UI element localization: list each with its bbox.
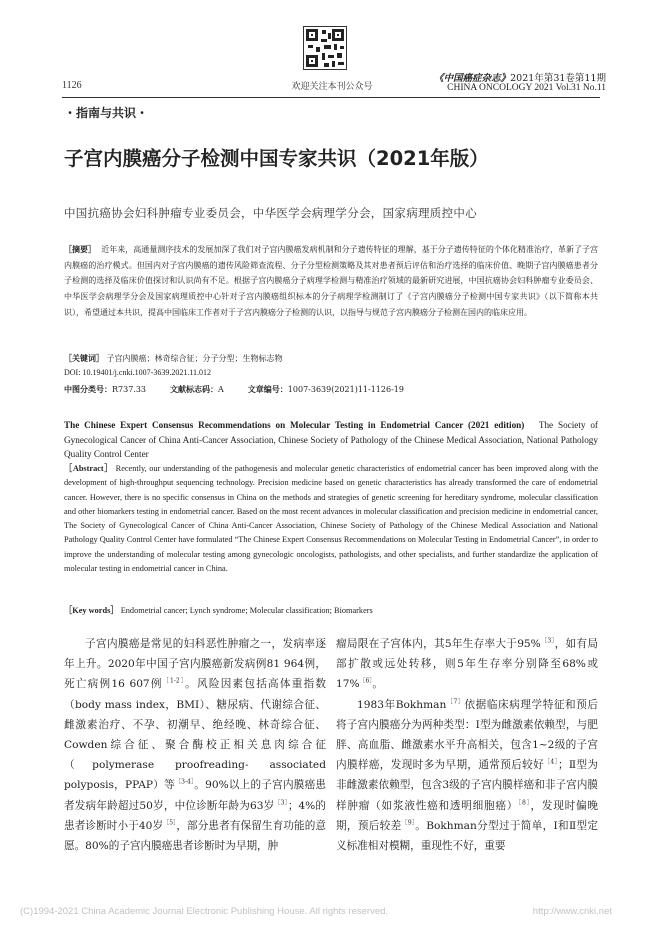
abstract-cn-text: 近年来，高通量测序技术的发展加深了我们对子宫内膜癌发病机制和分子遗传特征的理解，基于分子遗传特征的个体化精准治疗，革新了子宫内膜癌的治疗模式。但国内对子宫内膜癌的遗传风险筛查流程、分子分型检测策略及其对患者预后评估和治疗选择的临床价值、晚期子宫内膜癌患者分子检测的选择及临床价值探讨和认识尚有不足。根据子宫内膜癌分子病理学检测与精准治疗领域的最新研究进展，中国抗癌协会妇科肿瘤专业委员会、中华医学会病理学分会及国家病理质控中心针对子宫内膜癌组织标本的分子病理学检测制订了《子宫内膜癌分子检测中国专家共识》（以下简称本共识），希望通过本共识，提高中国临床工作者对于子宫内膜癌分子检测的认识，以指导与规范子宫内膜癌分子检测在国内的临床应用。	[64, 245, 599, 317]
body-text: ，发现时偏晚期，预后较差	[336, 799, 599, 832]
citation-ref: ［6］	[359, 677, 373, 685]
article-number-value: 1007-3639(2021)11-1126-19	[287, 385, 404, 394]
citation-ref: ［8］	[518, 799, 531, 807]
abstract-cn-label: ［摘要］	[64, 244, 97, 254]
body-text: 瘤局限在子宫体内，其5年生存率大于95%	[336, 638, 541, 650]
clc-value: R737.33	[112, 385, 147, 394]
abstract-en-text: Recently, our understanding of the pathogenesis and molecular genetic characteristics of endometrial cancer has been improved along with the development of high-throughput sequencing technology. Precision medicine based on genetic characteristics has already transformed the care of endometrial cancer. However, there is no specific consensus in China on the methods and strategies of genetic screening for hereditary syndrome, molecular classification and other biomarkers testing in endometrial cancer. Based on the most recent advances in molecular classification and precision medicine in endometrial cancer, The Society of Gynecological Cancer of China Anti-Cancer Association, Chinese Society of Pathology of the Chinese Medical Association and National Pathology Quality Control Center have formulated “The Chinese Expert Consensus Recommendations on Molecular Testing in Endometrial Cancer”, in order to improve the understanding of molecular testing among gynecologic oncologists, pathologists, and other specialists, and further standardize the application of molecular testing in endometrial cancer in China.	[64, 464, 599, 574]
citation-ref: ［1-2］	[162, 677, 186, 685]
body-text: 。	[372, 678, 383, 691]
citation-ref: ［3］	[540, 637, 555, 645]
abstract-en	[64, 462, 598, 576]
qr-code	[303, 26, 347, 70]
body-paragraph	[336, 695, 598, 857]
body-column-left	[64, 634, 326, 856]
citation-ref: ［4］	[544, 758, 558, 766]
citation-ref: ［5］	[163, 819, 177, 827]
body-paragraph	[336, 634, 598, 695]
footer	[20, 906, 642, 917]
citation-ref: ［9］	[401, 819, 416, 827]
keywords-en-label: ［Key words］	[64, 606, 119, 615]
body-text: 子宫内膜癌是常见的妇科恶性肿瘤之一，发病率逐年上升。2020年中国子宫内膜癌新发病例81 964例，死亡病例16 607例	[64, 638, 326, 691]
journal-citation-en: CHINA ONCOLOGY 2021 Vol.31 No.11	[447, 83, 606, 93]
body-text: ，如有局部扩散或远处转移，则5年生存率分别降至68%或17%	[336, 638, 598, 691]
english-title-block	[64, 418, 598, 462]
body-text: ，部分患者有保留生育功能的意愿。80%的子宫内膜癌患者诊断时为早期，肿	[64, 819, 327, 853]
citation-ref: ［3］	[274, 799, 288, 807]
journal-name-cn: 《中国癌症杂志》	[434, 73, 511, 84]
body-text: 1983年Bokhman	[357, 698, 447, 711]
body-text: 。风险因素包括高体重指数（body mass index，BMI）、糖尿病、代谢综合征、雌激素治疗、不孕、初潮早、绝经晚、林奇综合征、Cowden综合征、聚合酶校正相关息肉综合征（polymerase proofreading- associated polyposis，PPAP）等	[64, 678, 326, 792]
page-number: 1126	[62, 80, 82, 91]
citation-ref: ［3-4］	[174, 778, 195, 786]
body-text: 依据临床病理学特征和预后将子宫内膜癌分为两种类型：Ⅰ型为雌激素依赖型，与肥胖、高血脂、雌激素水平升高相关，包含1~2级的子宫内膜样癌，发现时多为早期，通常预后较好	[336, 698, 598, 772]
body-text: ；Ⅱ型为非雌激素依赖型，包含3级的子宫内膜样癌和非子宫内膜样肿瘤（如浆液性癌和透明细胞癌）	[336, 759, 599, 812]
body-text: 。90%以上的子宫内膜癌患者发病年龄超过50岁，中位诊断年龄为63岁	[64, 779, 326, 812]
article-authors: 中国抗癌协会妇科肿瘤专业委员会，中华医学会病理学分会，国家病理质控中心	[64, 206, 477, 220]
citation-ref: ［7］	[446, 698, 465, 706]
article-number-label: 文章编号：	[247, 384, 288, 394]
english-authors: The Society of Gynecological Cancer of China Anti-Cancer Association, Chinese Society of Pathology of the Chinese Medical Association, National Pathology Quality Control Center	[64, 420, 598, 459]
header-divider	[62, 97, 600, 98]
qr-caption: 欢迎关注本刊公众号	[291, 82, 373, 92]
doc-code-value: A	[218, 385, 224, 394]
body-text: 。Bokhman分型过于简单，Ⅰ和Ⅱ型定义标准相对模糊，重现性不好，重要	[336, 819, 598, 853]
footer-url[interactable]: http://www.cnki.net	[532, 906, 612, 917]
journal-citation-cn	[410, 70, 606, 84]
body-column-right	[336, 634, 598, 856]
abstract-en-label: ［Abstract］	[64, 464, 114, 473]
abstract-cn	[64, 242, 598, 321]
doc-code-label: 文献标志码：	[170, 384, 219, 394]
footer-copyright: (C)1994-2021 China Academic Journal Electronic Publishing House. All rights reserved.	[20, 906, 389, 917]
keywords-en-text: Endometrial cancer; Lynch syndrome; Molecular classification; Biomarkers	[120, 606, 373, 615]
section-label: ・指南与共识・	[64, 106, 149, 120]
doi: DOI: 10.19401/j.cnki.1007-3639.2021.11.012	[64, 368, 212, 377]
journal-issue-cn: 2021年第31卷第11期	[510, 73, 606, 84]
keywords-cn	[64, 353, 283, 364]
keywords-en	[64, 604, 373, 616]
keywords-cn-label: ［关键词］	[64, 353, 104, 363]
keywords-cn-text: 子宫内膜癌；林奇综合征；分子分型；生物标志物	[106, 354, 283, 363]
classification-line	[64, 384, 404, 395]
clc-label: 中图分类号：	[64, 384, 112, 394]
english-title: The Chinese Expert Consensus Recommendations on Molecular Testing in Endometrial Cancer (2021 edition)	[64, 420, 525, 430]
article-title: 子宫内膜癌分子检测中国专家共识（2021年版）	[64, 147, 489, 170]
body-text: ；4%的患者诊断时小于40岁	[64, 799, 326, 832]
